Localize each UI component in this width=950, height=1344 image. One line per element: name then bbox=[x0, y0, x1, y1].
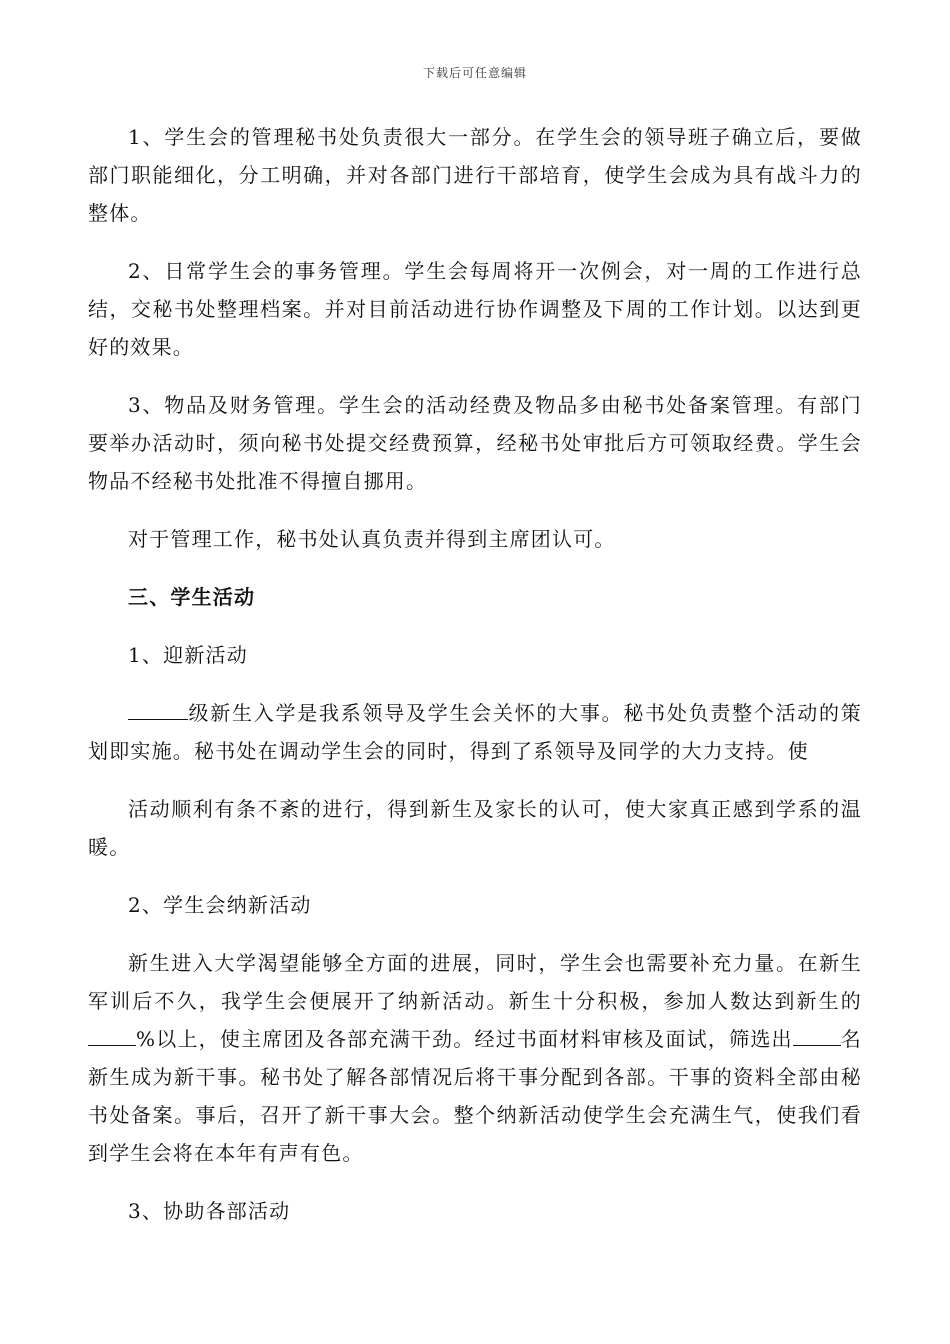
paragraph-welcome-text: 级新生入学是我系领导及学生会关怀的大事。秘书处负责整个活动的策划即实施。秘书处在调动学生会的同时，得到了系领导及同学的大力支持。使 bbox=[88, 701, 862, 763]
recruitment-text-a: 新生进入大学渴望能够全方面的进展，同时，学生会也需要补充力量。在新生军训后不久，我学生会便展开了纳新活动。新生十分积极，参加人数达到新生的 bbox=[88, 951, 862, 1013]
paragraph-welcome-activity bbox=[88, 694, 862, 770]
blank-line bbox=[128, 699, 188, 720]
document-body bbox=[88, 118, 862, 1250]
blank-line bbox=[88, 1025, 136, 1046]
recruitment-text-c: 名新生成为新干事。秘书处了解各部情况后将干事分配到各部。干事的资料全部由秘书处备案。事后，召开了新干事大会。整个纳新活动使学生会充满生气，使我们看到学生会将在本年有声有色。 bbox=[88, 1027, 862, 1165]
paragraph-recruitment bbox=[88, 944, 862, 1172]
subsection-title-welcome: 1、迎新活动 bbox=[128, 643, 248, 667]
paragraph-finance-management: 3、物品及财务管理。学生会的活动经费及物品多由秘书处备案管理。有部门要举办活动时，须向秘书处提交经费预算，经秘书处审批后方可领取经费。学生会物品不经秘书处批准不得擅自挪用。 bbox=[88, 393, 862, 493]
paragraph-welcome-continued: 活动顺利有条不紊的进行，得到新生及家长的认可，使大家真正感到学系的温暖。 bbox=[88, 797, 862, 859]
page-header: 下载后可任意编辑 bbox=[422, 66, 527, 80]
paragraph-management-summary: 对于管理工作，秘书处认真负责并得到主席团认可。 bbox=[128, 527, 616, 551]
paragraph-management-secretariat: 1、学生会的管理秘书处负责很大一部分。在学生会的领导班子确立后，要做部门职能细化，分工明确，并对各部门进行干部培育，使学生会成为具有战斗力的整体。 bbox=[88, 125, 862, 225]
section-heading-student-activities: 三、学生活动 bbox=[128, 585, 256, 609]
recruitment-text-b: %以上，使主席团及各部充满干劲。经过书面材料审核及面试，筛选出 bbox=[136, 1027, 793, 1051]
subsection-title-assist: 3、协助各部活动 bbox=[128, 1199, 291, 1223]
blank-line bbox=[793, 1025, 841, 1046]
paragraph-daily-affairs: 2、日常学生会的事务管理。学生会每周将开一次例会，对一周的工作进行总结，交秘书处整理档案。并对目前活动进行协作调整及下周的工作计划。以达到更好的效果。 bbox=[88, 259, 862, 359]
subsection-title-recruitment: 2、学生会纳新活动 bbox=[128, 893, 312, 917]
